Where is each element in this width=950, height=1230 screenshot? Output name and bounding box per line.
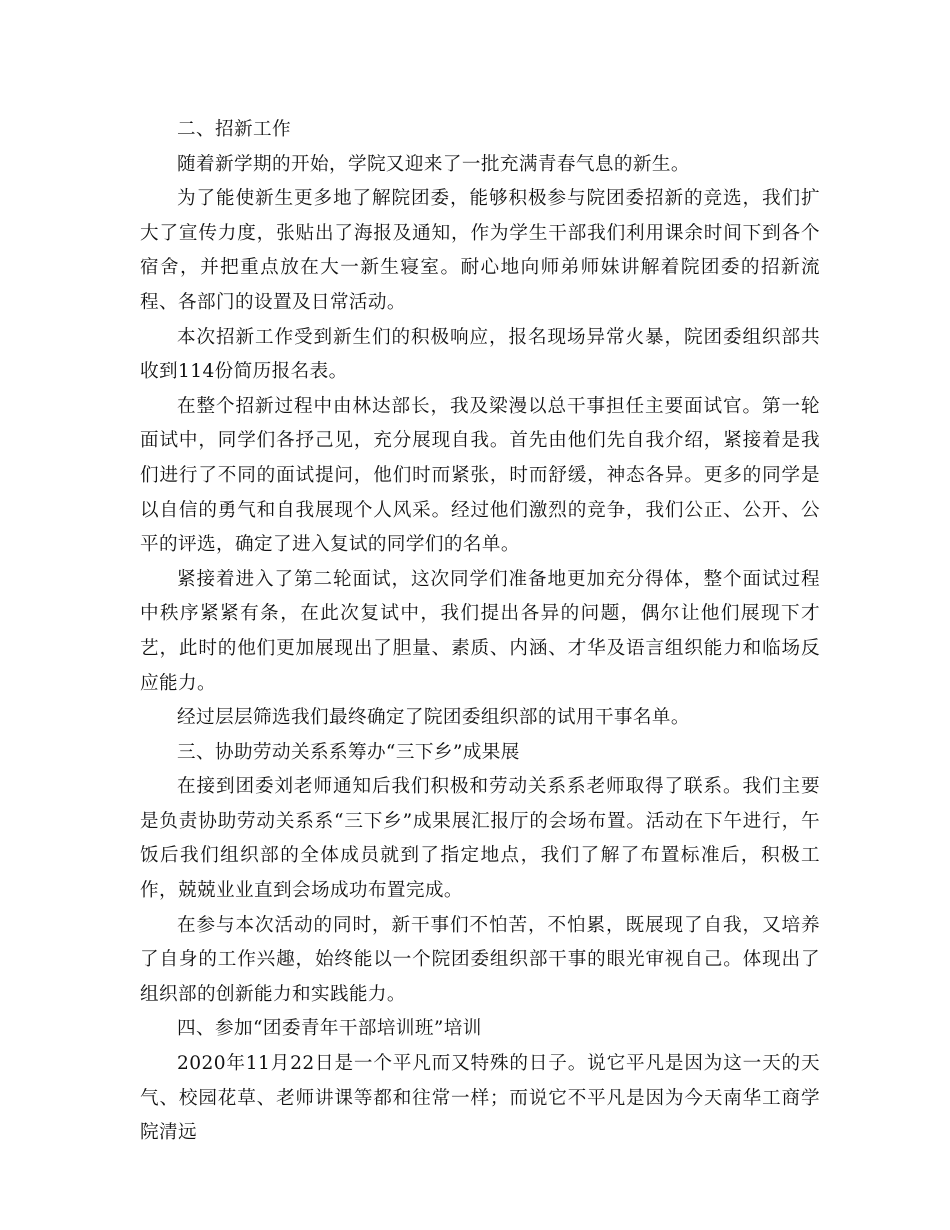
paragraph-final-list: 经过层层筛选我们最终确定了院团委组织部的试用干事名单。 — [177, 707, 690, 729]
section-heading-exhibition: 三、协助劳动关系系筹办“三下乡”成果展 — [177, 741, 520, 763]
paragraph-applications: 本次招新工作受到新生们的积极响应，报名现场异常火暴，院团委组织部共收到114份简历报名表。 — [140, 326, 820, 383]
paragraph-second-interview: 紧接着进入了第二轮面试，这次同学们准备地更加充分得体，整个面试过程中秩序紧紧有条，在此次复试中，我们提出各异的问题，偶尔让他们展现下才艺，此时的他们更加展现出了胆量、素质、内涵、才华及语言组织能力和临场反应能力。 — [140, 568, 820, 694]
paragraph-training-date: 2020年11月22日是一个平凡而又特殊的日子。说它平凡是因为这一天的天气、校园花草、老师讲课等都和往常一样；而说它不平凡是因为今天南华工商学院清远 — [140, 1053, 820, 1144]
paragraph-exhibition-reflection: 在参与本次活动的同时，新干事们不怕苦，不怕累，既展现了自我，又培养了自身的工作兴趣，始终能以一个院团委组织部干事的眼光审视自己。体现出了组织部的创新能力和实践能力。 — [140, 914, 820, 1005]
section-heading-training: 四、参加“团委青年干部培训班”培训 — [177, 1018, 482, 1040]
paragraph-new-semester: 随着新学期的开始，学院又迎来了一批充满青春气息的新生。 — [177, 153, 690, 175]
paragraph-first-interview: 在整个招新过程中由林达部长，我及梁漫以总干事担任主要面试官。第一轮面试中，同学们各抒己见，充分展现自我。首先由他们先自我介绍，紧接着是我们进行了不同的面试提问，他们时而紧张，时而舒缓，神态各异。更多的同学是以自信的勇气和自我展现个人风采。经过他们激烈的竞争，我们公正、公开、公平的评选，确定了进入复试的同学们的名单。 — [140, 395, 820, 556]
paragraph-exhibition-setup: 在接到团委刘老师通知后我们积极和劳动关系系老师取得了联系。我们主要是负责协助劳动关系系“三下乡”成果展汇报厅的会场布置。活动在下午进行，午饭后我们组织部的全体成员就到了指定地点，我们了解了布置标准后，积极工作，兢兢业业直到会场成功布置完成。 — [140, 776, 820, 902]
section-heading-recruitment: 二、招新工作 — [177, 119, 291, 140]
paragraph-publicity: 为了能使新生更多地了解院团委，能够积极参与院团委招新的竞选，我们扩大了宣传力度，张贴出了海报及通知，作为学生干部我们利用课余时间下到各个宿舍，并把重点放在大一新生寝室。耐心地向师弟师妹讲解着院团委的招新流程、各部门的设置及日常活动。 — [140, 188, 820, 313]
document-body — [140, 113, 820, 1151]
